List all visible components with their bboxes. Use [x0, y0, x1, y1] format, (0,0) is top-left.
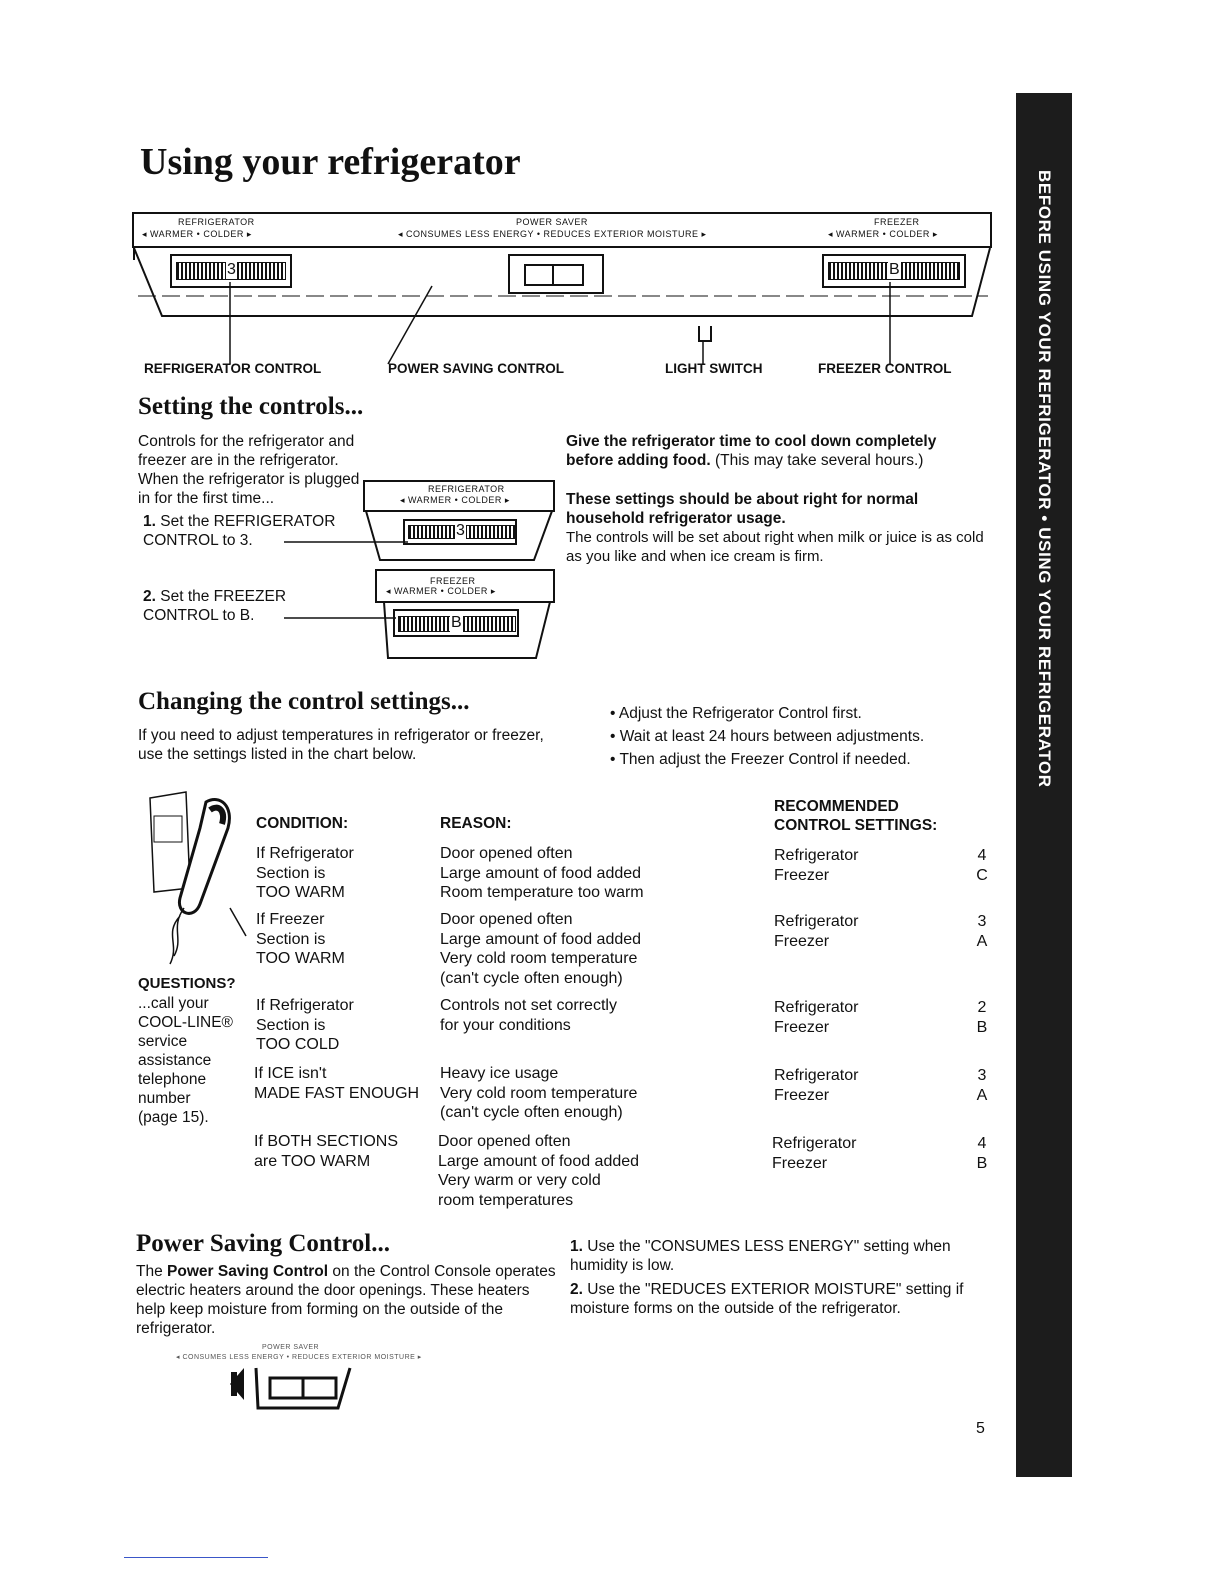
condition-line: Section is	[256, 1016, 326, 1034]
reason-line: (can't cycle often enough)	[440, 969, 623, 987]
chart-row-setting-values	[970, 998, 994, 1037]
chart-row-condition	[254, 1132, 434, 1171]
condition-line: If Refrigerator	[256, 845, 354, 862]
bullet-item: • Wait at least 24 hours between adjustments.	[610, 725, 1000, 748]
condition-line: TOO COLD	[256, 1036, 340, 1053]
reason-line: room temperatures	[438, 1191, 574, 1209]
reason-line: Large amount of food added	[438, 1152, 640, 1170]
chart-row-reason	[440, 844, 750, 903]
chart-row-setting-values	[970, 1134, 994, 1173]
setting-value: 4	[977, 1135, 987, 1152]
setting-value: C	[976, 866, 988, 884]
power-saving-heading: Power Saving Control...	[136, 1230, 390, 1257]
condition-line: TOO WARM	[256, 950, 345, 967]
console-refrigerator-header: REFRIGERATOR	[178, 217, 255, 227]
chart-row-setting-labels	[774, 998, 894, 1037]
mini-refrigerator-scale: ◂ WARMER • COLDER ▸	[400, 495, 510, 505]
footer-rule	[124, 1557, 268, 1558]
chart-col-recommended-line: RECOMMENDED	[774, 798, 899, 815]
mini-power-saver-scale: ◂ CONSUMES LESS ENERGY • REDUCES EXTERIOR MOISTURE ▸	[176, 1354, 422, 1361]
reason-line: Room temperature too warm	[440, 884, 644, 901]
condition-line: are TOO WARM	[254, 1152, 371, 1170]
reason-line: Very warm or very cold	[438, 1172, 601, 1189]
reason-line: Door opened often	[440, 911, 573, 928]
page-number: 5	[976, 1420, 985, 1437]
power-step-1-text: Use the "CONSUMES LESS ENERGY" setting when humidity is low.	[570, 1238, 951, 1274]
bullet-item: • Then adjust the Freezer Control if needed.	[610, 748, 1000, 771]
page-title: Using your refrigerator	[140, 141, 521, 183]
setting-label: Refrigerator	[774, 1067, 859, 1084]
condition-line: MADE FAST ENOUGH	[254, 1084, 420, 1102]
setting-label: Freezer	[774, 932, 830, 950]
setting-controls-heading: Setting the controls...	[138, 393, 364, 420]
questions-line: (page 15).	[138, 1109, 209, 1126]
mini-power-saver-switch	[228, 1364, 358, 1412]
console-freezer-header: FREEZER	[874, 217, 920, 227]
condition-line: Section is	[256, 864, 326, 882]
bullet-item: • Adjust the Refrigerator Control first.	[610, 702, 1000, 725]
chart-row-setting-values	[970, 912, 994, 951]
freezer-setting-value: B	[889, 261, 900, 278]
power-saving-body-prefix: The	[136, 1263, 163, 1280]
power-saving-body-rest: on the Control Console operates electric heaters around the door openings. These heaters help keep moisture from forming on the outside of the refrigerator.	[136, 1263, 556, 1337]
freezer-control-label: FREEZER CONTROL	[818, 361, 952, 376]
setting-label: Refrigerator	[774, 913, 859, 930]
chart-row-setting-values	[970, 1066, 994, 1105]
setting-label: Refrigerator	[774, 999, 859, 1016]
setting-value: B	[976, 1154, 988, 1172]
reason-line: (can't cycle often enough)	[440, 1104, 623, 1121]
power-step-2-number: 2.	[570, 1281, 583, 1298]
questions-heading: QUESTIONS?	[138, 975, 236, 992]
note-settings-bold: These settings should be about right for normal household refrigerator usage.	[566, 491, 919, 527]
chart-row-condition	[256, 844, 426, 903]
questions-line: telephone	[138, 1071, 207, 1088]
questions-line: ...call your	[138, 995, 209, 1012]
chart-col-recommended-line: CONTROL SETTINGS:	[774, 817, 938, 834]
setting-label: Freezer	[774, 866, 830, 884]
setting-value: 4	[977, 847, 987, 864]
chart-row-setting-labels	[774, 1066, 894, 1105]
step-1-text: Set the REFRIGERATOR CONTROL to 3.	[143, 513, 336, 549]
chart-row-reason	[438, 1132, 748, 1210]
setting-value: B	[976, 1018, 988, 1036]
setting-value: A	[976, 1086, 988, 1104]
reason-line: Large amount of food added	[440, 864, 642, 882]
reason-line: Controls not set correctly	[440, 997, 617, 1014]
console-power-saver-scale: ◂ CONSUMES LESS ENERGY • REDUCES EXTERIOR MOISTURE ▸	[398, 229, 707, 239]
chart-col-recommended	[774, 797, 937, 835]
chart-row-condition	[256, 996, 426, 1055]
changing-heading: Changing the control settings...	[138, 688, 470, 715]
light-switch-label: LIGHT SWITCH	[665, 361, 763, 376]
mini-refrigerator-setting: 3	[456, 522, 465, 539]
power-step-2-text: Use the "REDUCES EXTERIOR MOISTURE" setting if moisture forms on the outside of the refrigerator.	[570, 1281, 964, 1317]
reason-line: Heavy ice usage	[440, 1065, 559, 1082]
reason-line: Very cold room temperature	[440, 950, 638, 967]
questions-line: COOL-LINE®	[138, 1014, 233, 1031]
refrigerator-control-label: REFRIGERATOR CONTROL	[144, 361, 322, 376]
power-saving-control-label: POWER SAVING CONTROL	[388, 361, 565, 376]
chart-col-reason: REASON:	[440, 815, 512, 832]
power-step-2	[570, 1280, 990, 1318]
chart-row-setting-labels	[774, 912, 894, 951]
note-cool-down-bold: Give the refrigerator time to cool down completely before adding food.	[566, 433, 937, 469]
reason-line: Very cold room temperature	[440, 1084, 638, 1102]
note-settings-rest: The controls will be set about right when milk or juice is as cold as you like and when ice cream is firm.	[566, 529, 984, 565]
console-freezer-scale: ◂ WARMER • COLDER ▸	[828, 229, 938, 239]
chart-row-reason	[440, 996, 750, 1035]
setting-label: Freezer	[774, 1018, 830, 1036]
condition-line: If BOTH SECTIONS	[254, 1133, 399, 1150]
step-2-number: 2.	[143, 588, 156, 605]
step-1-number: 1.	[143, 513, 156, 530]
mini-freezer-scale: ◂ WARMER • COLDER ▸	[386, 586, 496, 596]
chart-col-condition: CONDITION:	[256, 815, 349, 832]
condition-line: If Refrigerator	[256, 997, 354, 1014]
note-cool-down-rest: (This may take several hours.)	[714, 452, 924, 469]
condition-line: If ICE isn't	[254, 1065, 327, 1082]
chart-row-reason	[440, 1064, 750, 1123]
setting-label: Freezer	[772, 1154, 828, 1172]
chart-row-setting-labels	[772, 1134, 892, 1173]
setting-controls-intro: Controls for the refrigerator and freezer are in the refrigerator. When the refrigerator is plugged in for the first time...	[138, 433, 360, 507]
mini-freezer-header: FREEZER	[430, 576, 476, 586]
setting-value: 3	[977, 913, 987, 930]
power-step-1-number: 1.	[570, 1238, 583, 1255]
mini-power-saver-header: POWER SAVER	[262, 1344, 320, 1351]
side-tab-label: BEFORE USING YOUR REFRIGERATOR • USING YOUR REFRIGERATOR	[1035, 170, 1054, 788]
condition-line: TOO WARM	[256, 884, 345, 901]
setting-label: Freezer	[774, 1086, 830, 1104]
chart-row-setting-values	[970, 846, 994, 885]
reason-line: Large amount of food added	[440, 930, 642, 948]
mini-freezer-setting: B	[451, 614, 462, 631]
questions-line: number	[138, 1090, 191, 1107]
chart-row-condition	[256, 910, 426, 969]
power-saving-body	[136, 1262, 556, 1338]
refrigerator-setting-value: 3	[227, 261, 236, 278]
setting-label: Refrigerator	[774, 847, 859, 864]
changing-intro: If you need to adjust temperatures in refrigerator or freezer, use the settings listed in the chart below.	[138, 727, 544, 763]
reason-line: for your conditions	[440, 1016, 571, 1034]
setting-value: 3	[977, 1067, 987, 1084]
condition-line: Section is	[256, 930, 326, 948]
mini-refrigerator-header: REFRIGERATOR	[428, 484, 505, 494]
questions-line: assistance	[138, 1052, 212, 1069]
side-tab	[1016, 93, 1072, 1477]
questions-line: service	[138, 1033, 188, 1050]
power-saving-body-bold: Power Saving Control	[167, 1263, 329, 1280]
setting-value: A	[976, 932, 988, 950]
setting-value: 2	[977, 999, 987, 1016]
step-2-text: Set the FREEZER CONTROL to B.	[143, 588, 287, 624]
reason-line: Door opened often	[438, 1133, 571, 1150]
console-power-saver-header: POWER SAVER	[516, 217, 588, 227]
reason-line: Door opened often	[440, 845, 573, 862]
console-refrigerator-scale: ◂ WARMER • COLDER ▸	[142, 229, 252, 239]
chart-row-reason	[440, 910, 750, 988]
chart-row-setting-labels	[774, 846, 894, 885]
condition-line: If Freezer	[256, 911, 325, 928]
chart-row-condition	[254, 1064, 434, 1103]
setting-label: Refrigerator	[772, 1135, 857, 1152]
power-step-1	[570, 1237, 990, 1275]
